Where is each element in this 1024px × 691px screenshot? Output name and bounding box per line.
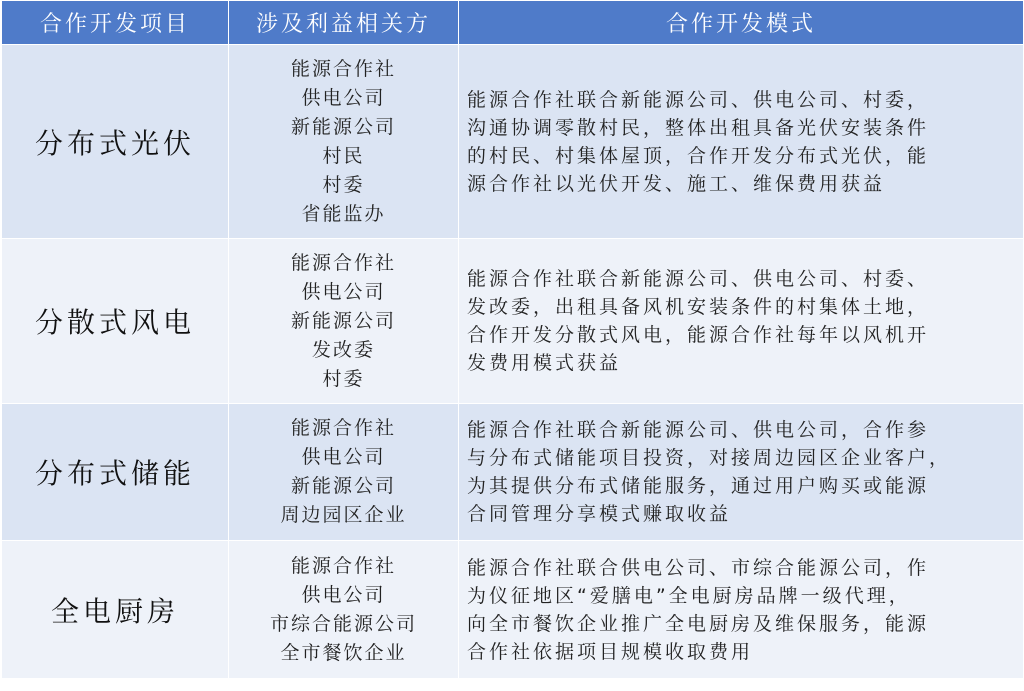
party-item: 周边园区企业 bbox=[280, 504, 407, 526]
party-item: 供电公司 bbox=[301, 86, 386, 109]
parties-cell bbox=[229, 239, 459, 404]
party-item: 发改委 bbox=[311, 338, 375, 361]
mode-cell bbox=[459, 541, 1024, 679]
mode-line: 能源合作社联合新能源公司、供电公司，合作参 bbox=[467, 419, 930, 441]
table-row bbox=[2, 239, 1024, 404]
party-item: 村民 bbox=[322, 144, 365, 167]
mode-cell bbox=[459, 404, 1024, 541]
mode-line: 发改委，出租具备风机安装条件的村集体土地， bbox=[467, 296, 930, 318]
mode-line: 能源合作社联合新能源公司、供电公司、村委， bbox=[467, 88, 930, 111]
table-row bbox=[2, 404, 1024, 541]
parties-cell bbox=[229, 541, 459, 679]
mode-line: 合作社依据项目规模收取费用 bbox=[467, 640, 754, 663]
party-item: 省能监办 bbox=[301, 202, 386, 225]
project-cell: 分布式光伏 bbox=[2, 45, 229, 239]
mode-line: 向全市餐饮企业推广全电厨房及维保服务，能源 bbox=[467, 612, 930, 635]
party-item: 供电公司 bbox=[301, 280, 386, 303]
party-item: 村委 bbox=[322, 367, 365, 390]
party-item: 供电公司 bbox=[301, 446, 386, 468]
party-item: 供电公司 bbox=[301, 583, 386, 606]
mode-line: 为仪征地区“爱膳电”全电厨房品牌一级代理， bbox=[467, 584, 911, 607]
party-item: 全市餐饮企业 bbox=[280, 641, 407, 664]
mode-line: 合同管理分享模式赚取收益 bbox=[467, 503, 732, 525]
mode-line: 与分布式储能项目投资，对接周边园区企业客户， bbox=[467, 447, 952, 469]
mode-line: 能源合作社联合供电公司、市综合能源公司，作 bbox=[467, 556, 930, 579]
project-cell: 分散式风电 bbox=[2, 239, 229, 404]
parties-cell bbox=[229, 45, 459, 239]
mode-line: 合作开发分散式风电，能源合作社每年以风机开 bbox=[467, 324, 930, 346]
mode-line: 源合作社以光伏开发、施工、维保费用获益 bbox=[467, 172, 886, 195]
mode-cell bbox=[459, 239, 1024, 404]
cooperation-table bbox=[1, 0, 1024, 679]
party-item: 村委 bbox=[322, 173, 365, 196]
parties-cell bbox=[229, 404, 459, 541]
party-item: 能源合作社 bbox=[290, 251, 396, 274]
party-item: 市综合能源公司 bbox=[269, 612, 417, 635]
project-cell: 全电厨房 bbox=[2, 541, 229, 679]
mode-line: 为其提供分布式储能服务，通过用户购买或能源 bbox=[467, 475, 930, 497]
mode-line: 能源合作社联合新能源公司、供电公司、村委、 bbox=[467, 268, 930, 290]
header-project: 合作开发项目 bbox=[2, 1, 229, 45]
party-item: 能源合作社 bbox=[290, 554, 396, 577]
party-item: 能源合作社 bbox=[290, 417, 396, 439]
mode-line: 发费用模式获益 bbox=[467, 352, 622, 374]
header-mode: 合作开发模式 bbox=[459, 1, 1024, 45]
party-item: 新能源公司 bbox=[290, 475, 396, 497]
header-row bbox=[2, 1, 1024, 45]
party-item: 能源合作社 bbox=[290, 57, 396, 80]
party-item: 新能源公司 bbox=[290, 309, 396, 332]
mode-line: 的村民、村集体屋顶，合作开发分布式光伏，能 bbox=[467, 144, 930, 167]
table-row bbox=[2, 541, 1024, 679]
table-row bbox=[2, 45, 1024, 239]
project-cell: 分布式储能 bbox=[2, 404, 229, 541]
mode-cell bbox=[459, 45, 1024, 239]
party-item: 新能源公司 bbox=[290, 115, 396, 138]
header-parties: 涉及利益相关方 bbox=[229, 1, 459, 45]
mode-line: 沟通协调零散村民，整体出租具备光伏安装条件 bbox=[467, 116, 930, 139]
